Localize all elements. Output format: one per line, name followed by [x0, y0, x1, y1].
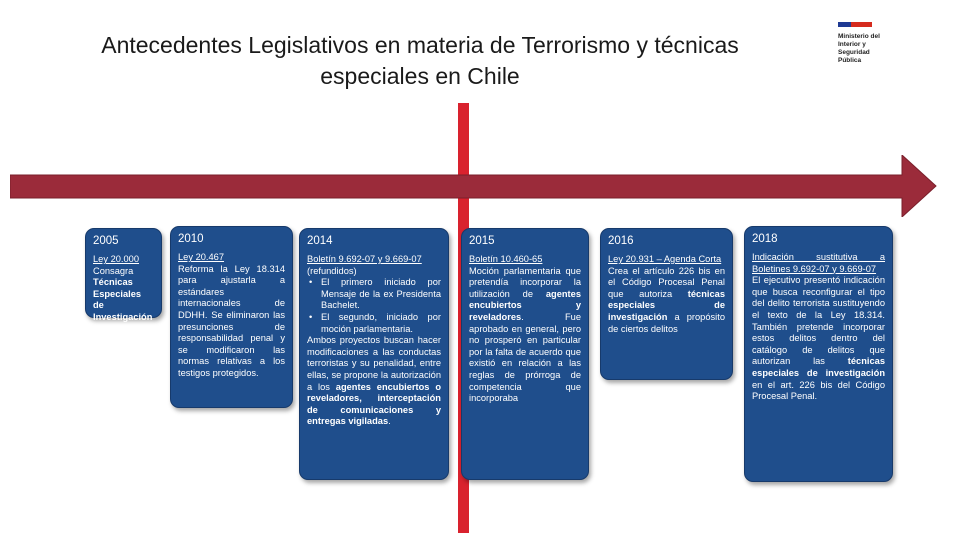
card-text-end: .: [388, 416, 391, 427]
page-title-line2: especiales en Chile: [320, 63, 520, 89]
card-bullet: • El segundo, iniciado por moción parlamentaria.: [307, 312, 441, 335]
card-law-reference: Indicación sustitutiva a Boletines 9.692-07 y 9.669-07: [752, 252, 885, 274]
card-year: 2015: [469, 235, 495, 247]
card-body: [608, 254, 725, 335]
timeline-card-2010: [170, 226, 293, 408]
card-text: Reforma la Ley 18.314 para ajustarla a estándares internacionales de DDHH. Se eliminaron las presunciones de responsabilidad penal y se modificaron las normas relativas a los testigos protegidos.: [178, 263, 285, 378]
card-year: 2016: [608, 235, 634, 247]
card-year: 2018: [752, 233, 778, 245]
card-text: Crea el artículo 226 bis en el Código Procesal Penal que autoriza: [608, 265, 725, 299]
timeline-card-2015: [461, 228, 589, 480]
card-highlight: Técnicas Especiales de Investigación: [93, 277, 153, 322]
card-body: [93, 254, 154, 324]
card-year: 2014: [307, 235, 333, 247]
card-body: [469, 254, 581, 405]
card-highlight: técnicas especiales de investigación: [752, 356, 885, 378]
card-highlight: técnicas especiales de investigación: [608, 288, 725, 322]
card-text: (refundidos): [307, 265, 357, 276]
card-text: . Fue aprobado en general, pero no prosperó en particular por la falta de acuerdo que existió en relación a las reglas de prórroga de competencia que incorporaba: [469, 311, 581, 404]
page-title-line1: Antecedentes Legislativos en materia de Terrorismo y técnicas: [101, 32, 739, 58]
card-law-reference: Boletín 9.692-07 y 9.669-07: [307, 254, 422, 264]
card-law-reference: Ley 20.931 – Agenda Corta: [608, 254, 722, 264]
card-law-reference: Ley 20.000: [93, 254, 140, 264]
card-highlight: agentes encubiertos o reveladores, interceptación de comunicaciones y entregas vigiladas: [307, 381, 441, 427]
card-body: [307, 254, 441, 428]
card-highlight: agentes encubiertos y reveladores: [469, 288, 581, 322]
card-bullet-list: [307, 277, 441, 335]
flag-red-block: [851, 22, 872, 27]
card-body: [178, 252, 285, 380]
timeline-card-2016: [600, 228, 733, 380]
timeline-arrow-icon: [10, 155, 940, 217]
card-law-reference: Ley 20.467: [178, 252, 225, 262]
card-body: [752, 252, 885, 403]
ministry-logo: [838, 22, 908, 65]
timeline-card-2014: [299, 228, 449, 480]
card-year: 2010: [178, 233, 204, 245]
flag-stripe-icon: [838, 22, 872, 27]
card-year: 2005: [93, 235, 119, 247]
card-text: a propósito de ciertos delitos: [608, 311, 725, 334]
ministry-name: Ministerio del Interior y Seguridad Pública: [838, 33, 880, 64]
timeline-card-2005: [85, 228, 162, 322]
card-text: en el art. 226 bis del Código Procesal Penal.: [752, 379, 885, 402]
timeline-card-2018: [744, 226, 893, 482]
card-law-reference: Boletín 10.460-65: [469, 254, 543, 264]
flag-blue-block: [838, 22, 851, 27]
card-bullet: • El primero iniciado por Mensaje de la ex Presidenta Bachelet.: [307, 277, 441, 312]
card-text: Ambos proyectos buscan hacer modificaciones a las conductas terroristas y su penalidad, entre ellas, se propone la autorización a los: [307, 335, 441, 392]
card-text: Moción parlamentaria que pretendía incorporar la utilización de: [469, 265, 581, 299]
card-text: Consagra: [93, 265, 134, 276]
timeline-arrow-shape: [10, 155, 936, 217]
card-text: El ejecutivo presentó indicación que busca reconfigurar el tipo del delito terrorista sustituyendo el texto de la Ley 18.314. También pretende incorporar estos delitos dentro del catálogo de delitos que autorizan las: [752, 275, 885, 367]
page-title: [30, 30, 810, 92]
